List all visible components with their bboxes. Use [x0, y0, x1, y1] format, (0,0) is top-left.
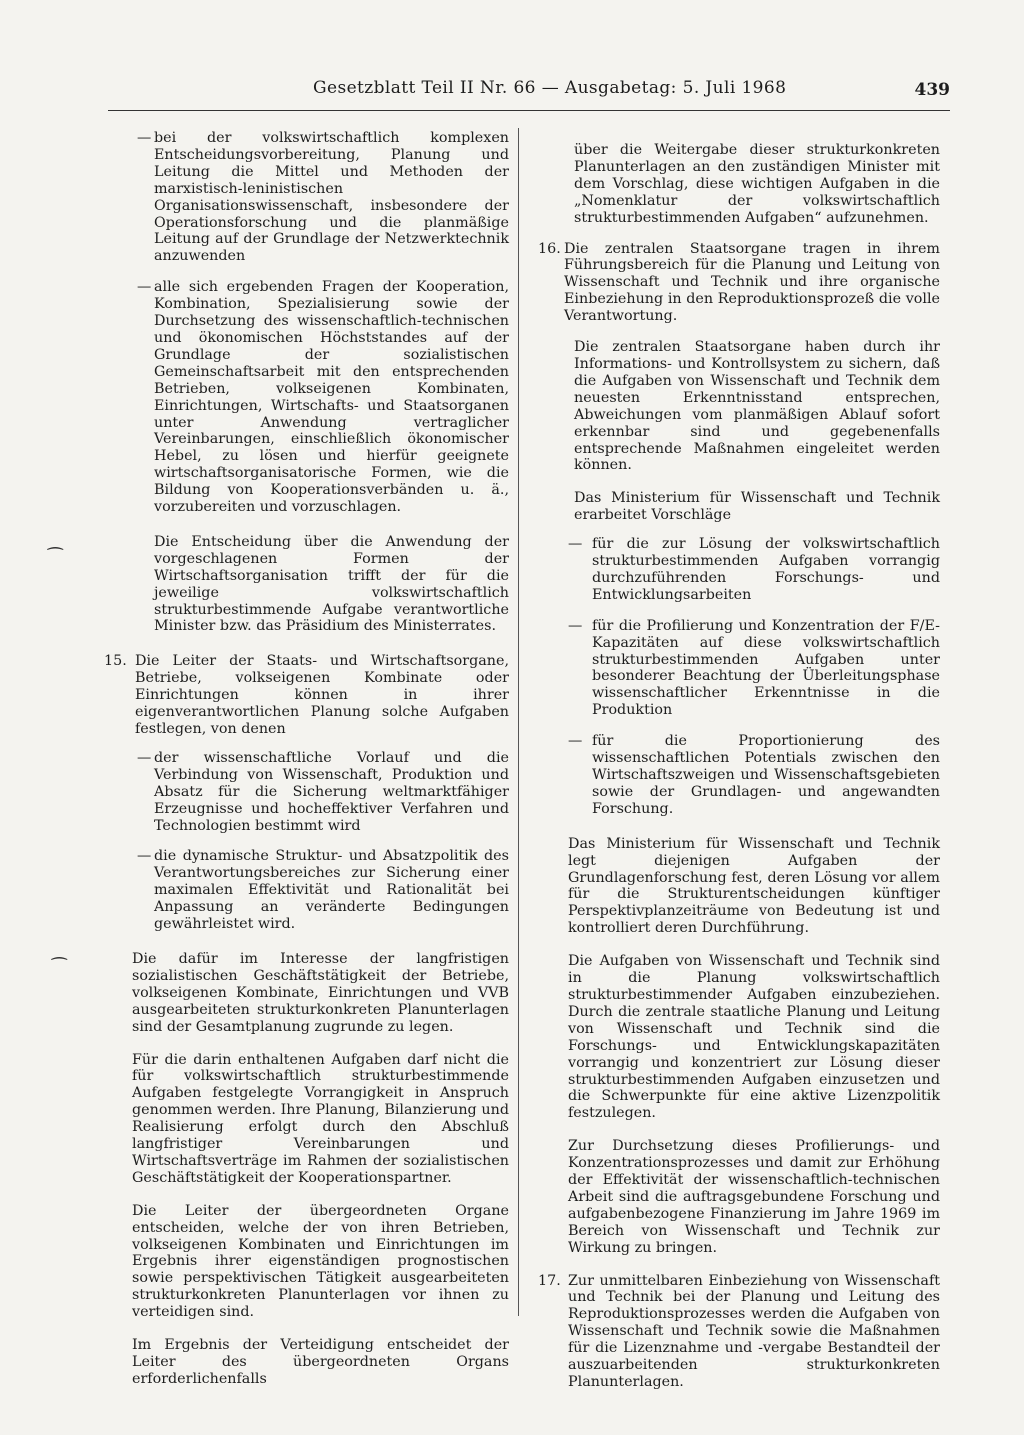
dash: —	[137, 130, 152, 146]
bullet-text: der wissenschaftliche Vorlauf und die Verbindung von Wissenschaft, Produktion und Absatz für die Sicherung weltmarktfähiger Erzeugnisse und hocheffektiver Verfahren und Technologien bestimmt wird	[154, 749, 509, 834]
dash: —	[137, 848, 152, 865]
paragraph: über die Weitergabe dieser strukturkonkreten Planunterlagen an den zuständigen Minister mit dem Vorschlag, diese wichtigen Aufgaben in die „Nomenklatur der volkswirtschaftlich strukturbestimmenden Aufgaben“ aufzunehmen.	[574, 142, 940, 226]
list-item	[112, 130, 509, 265]
paragraph: Die Entscheidung über die Anwendung der vorgeschlagenen Formen der Wirtschaftsorganisation trifft der für die jeweilige volkswirtschaftlich strukturbestimmende Aufgabe verantwortliche Minister bzw. das Präsidium des Ministerrates.	[154, 533, 509, 635]
item-number: 16.	[538, 240, 561, 257]
bullet-text: für die Proportionierung des wissenschaftlichen Potentials zwischen den Wirtschaftszweigen und Wissenschaftsgebieten sowie der Grundlagen- und angewandten Forschung.	[592, 733, 940, 817]
list-item	[538, 733, 940, 818]
dash: —	[137, 749, 152, 766]
item-text: Die Leiter der Staats- und Wirtschaftsorgane, Betriebe, volkseigenen Kombinate oder Einrichtungen können in ihrer eigenverantwortlichen Planung solche Aufgaben festlegen, von denen	[135, 653, 509, 737]
paragraph: Zur Durchsetzung dieses Profilierungs- und Konzentrationsprozesses und damit zur Erhöhung der Effektivität der wissenschaftlich-technischen Arbeit sind die auftragsgebundene Forschung und aufgabenbezogene Finanzierung im Jahre 1969 im Bereich von Wissenschaft und Technik zur Wirkung zu bringen.	[568, 1138, 940, 1256]
paragraph: Die Aufgaben von Wissenschaft und Technik sind in die Planung volkswirtschaftlich strukturbestimmender Aufgaben einzubeziehen. Durch die zentrale staatliche Planung und Leitung von Wissenschaft und Technik sind die Forschungs- und Entwicklungskapazitäten vorrangig und konzentriert zur Lösung dieser strukturbestimmenden Aufgaben einzusetzen und die Schwerpunkte für eine aktive Lizenzpolitik festzulegen.	[568, 953, 940, 1122]
dash: —	[568, 733, 583, 750]
page-number: 439	[914, 80, 950, 100]
bullet-text: für die Profilierung und Konzentration der F/E-Kapazitäten auf diese volkswirtschaftlich strukturbestimmenden Aufgaben unter besonderer Beachtung der Überleitungsphase wissenschaftlicher Erkenntnisse in die Produktion	[592, 617, 940, 719]
page-header	[108, 76, 950, 111]
list-item	[112, 848, 509, 933]
right-column	[538, 142, 940, 1407]
paragraph: Die dafür im Interesse der langfristigen sozialistischen Geschäftstätigkeit der Betriebe, volkseigenen Kombinate, Einrichtungen und VVB ausgearbeiteten strukturkonkreten Planunterlagen sind der Gesamtplanung zugrunde zu legen.	[132, 950, 509, 1035]
item-number: 17.	[538, 1272, 561, 1289]
bullet-text: bei der volkswirtschaftlich komplexen Entscheidungsvorbereitung, Planung und Leitung die Mittel und Methoden der marxistisch-leninistischen Organisationswissenschaft, insbesondere der Operationsforschung und die planmäßige Leitung auf der Grundlage der Netzwerktechnik anzuwenden	[154, 130, 509, 265]
numbered-item-15	[104, 653, 509, 738]
paragraph: Die zentralen Staatsorgane haben durch ihr Informations- und Kontrollsystem zu sichern, daß die Aufgaben von Wissenschaft und Technik dem neuesten Erkenntnisstand entsprechen, Abweichungen vom planmäßigen Ablauf sofort erkennbar sind und gegebenenfalls entsprechende Maßnahmen eingeleitet werden können.	[574, 339, 940, 474]
margin-mark-icon: ⁔	[52, 940, 67, 961]
left-column	[104, 130, 509, 1404]
list-item	[112, 279, 509, 516]
dash: —	[568, 617, 583, 634]
margin-mark-icon: ⁔	[48, 530, 63, 551]
item-text: Die zentralen Staatsorgane tragen in ihrem Führungsbereich für die Planung und Leitung von Wissenschaft und Technik und ihre organische Einbeziehung in den Reproduktionsprozeß die volle Verantwortung.	[564, 240, 940, 325]
bullet-text: die dynamische Struktur- und Absatzpolitik des Verantwortungsbereiches zur Sicherung einer maximalen Effektivität und Rationalität bei Anpassung an veränderte Bedingungen gewährleistet wird.	[154, 848, 509, 933]
numbered-item-17	[538, 1273, 940, 1391]
paragraph: Das Ministerium für Wissenschaft und Technik legt diejenigen Aufgaben der Grundlagenforschung fest, deren Lösung vor allem für die Strukturentscheidungen künftiger Perspektivplanzeiträume von Bedeutung ist und kontrolliert deren Durchführung.	[568, 835, 940, 937]
item-number: 15.	[104, 653, 127, 670]
list-item	[112, 750, 509, 835]
numbered-item-16	[538, 241, 940, 326]
bullet-text: für die zur Lösung der volkswirtschaftlich strukturbestimmenden Aufgaben vorrangig durchzuführenden Forschungs- und Entwicklungsarbeiten	[592, 536, 940, 603]
paragraph: Das Ministerium für Wissenschaft und Technik erarbeitet Vorschläge	[574, 490, 940, 524]
list-item	[538, 536, 940, 604]
list-item	[538, 618, 940, 719]
bullet-text: alle sich ergebenden Fragen der Kooperation, Kombination, Spezialisierung sowie der Durchsetzung des wissenschaftlich-technischen und ökonomischen Höchststandes auf der Grundlage der sozialistischen Gemeinschaftsarbeit mit den entsprechenden Betrieben, volkseigenen Kombinaten, Einrichtungen, Wirtschafts- und Staatsorganen unter Anwendung vertraglicher Vereinbarungen, einschließlich ökonomischer Hebel, zu lösen und hierfür geeignete wirtschaftsorganisatorische Formen, wie die Bildung von Kooperationsverbänden u. ä., vorzubereiten und vorzuschlagen.	[154, 279, 509, 516]
header-title: Gesetzblatt Teil II Nr. 66 — Ausgabetag: 5. Juli 1968	[313, 78, 787, 98]
dash: —	[137, 279, 152, 296]
paragraph: Im Ergebnis der Verteidigung entscheidet der Leiter des übergeordneten Organs erforderlichenfalls	[132, 1337, 509, 1387]
dash: —	[568, 536, 583, 553]
paragraph: Für die darin enthaltenen Aufgaben darf nicht die für volkswirtschaftlich strukturbestimmende Aufgaben festgelegte Vorrangigkeit in Anspruch genommen werden. Ihre Planung, Bilanzierung und Realisierung erfolgt durch den Abschluß langfristiger Vereinbarungen und Wirtschaftsverträge im Rahmen der sozialistischen Geschäftstätigkeit der Kooperationspartner.	[132, 1051, 509, 1186]
item-text: Zur unmittelbaren Einbeziehung von Wissenschaft und Technik bei der Planung und Leitung des Reproduktionsprozesses werden die Aufgaben von Wissenschaft und Technik sowie die Maßnahmen für die Lizenznahme und -vergabe Bestandteil der auszuarbeitenden strukturkonkreten Planunterlagen.	[568, 1272, 940, 1390]
paragraph: Die Leiter der übergeordneten Organe entscheiden, welche der von ihren Betrieben, volkseigenen Kombinaten und Einrichtungen im Ergebnis ihrer eigenständigen prognostischen sowie perspektivischen Tätigkeit ausgearbeiteten strukturkonkreten Planunterlagen vor ihnen zu verteidigen sind.	[132, 1202, 509, 1321]
column-divider	[518, 128, 519, 1316]
